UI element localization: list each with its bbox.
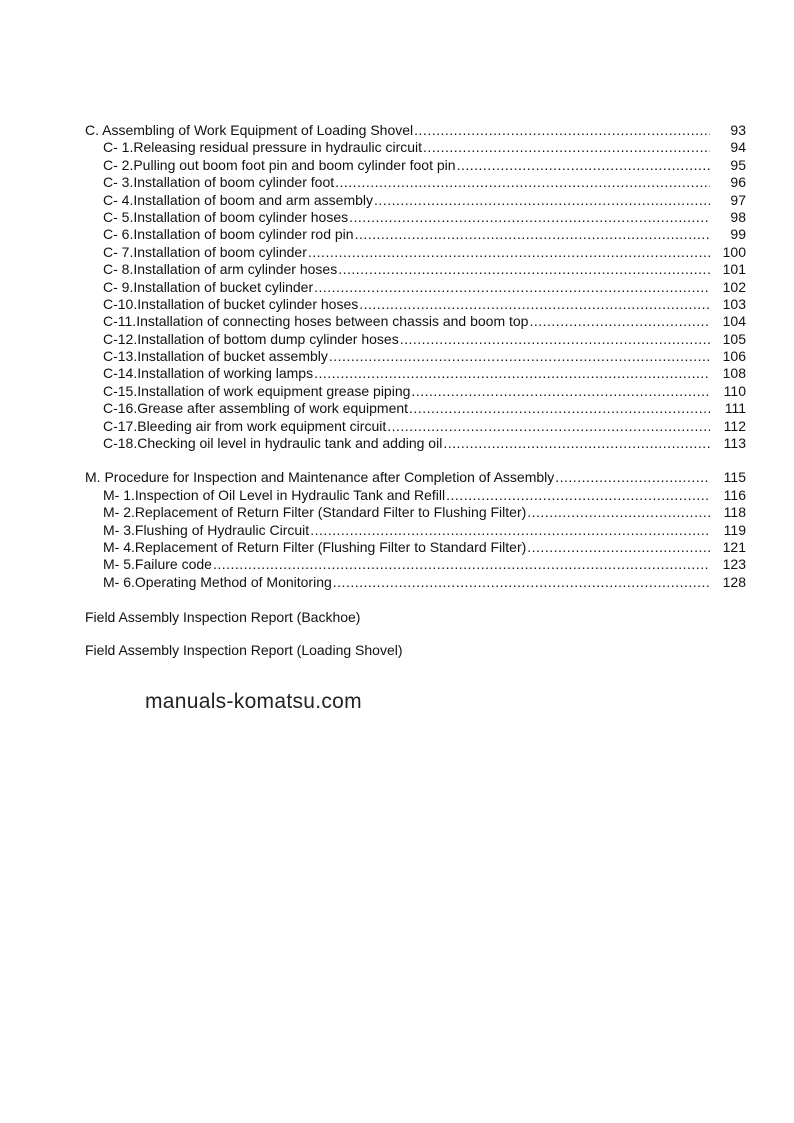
page-number: 115 [723,469,746,486]
entry-number: M- 2. [103,504,135,521]
entry-number: C- 4. [103,191,134,208]
dot-leader [527,539,710,556]
page-number: 98 [730,208,746,225]
toc-entry [85,139,746,156]
toc-entry [85,539,746,556]
entry-title: Installation of connecting hoses between chassis and boom top [136,313,529,330]
dot-leader [387,418,710,435]
entry-number: C-12. [103,330,138,347]
dot-leader [457,157,710,174]
page-number: 96 [730,174,746,191]
section-heading [85,469,746,486]
entry-number: M- 3. [103,521,135,538]
page-number: 100 [722,243,746,260]
toc-entry [85,331,746,348]
dot-leader [443,435,710,452]
dot-leader [400,331,710,348]
page-number: 104 [722,313,746,330]
entry-title: Installation of bucket cylinder [133,278,314,295]
page-number: 121 [722,538,746,555]
page-number: 118 [723,504,746,521]
entry-title: Replacement of Return Filter (Standard Filter to Flushing Filter) [134,504,527,521]
page-number: 108 [722,365,746,382]
page-number: 102 [722,278,746,295]
toc-entry [85,574,746,591]
toc-entry [85,192,746,209]
dot-leader [349,209,710,226]
page-number: 111 [724,400,746,417]
entry-number: M- 1. [103,486,135,503]
page-number: 99 [730,226,746,243]
dot-leader [338,261,710,278]
toc-entry [85,556,746,573]
table-of-contents [85,122,746,591]
page-number: 106 [722,348,746,365]
page-number: 103 [722,295,746,312]
entry-title: Checking oil level in hydraulic tank and adding oil [137,435,443,452]
toc-entry [85,522,746,539]
dot-leader [446,487,710,504]
entry-number: C-14. [103,365,138,382]
dot-leader [527,504,710,521]
entry-number: C-15. [103,382,138,399]
entry-title: Installation of arm cylinder hoses [133,261,338,278]
page-number: 112 [723,417,746,434]
section-title: C. Assembling of Work Equipment of Loading Shovel [85,122,414,138]
entry-title: Installation of bottom dump cylinder hoses [137,330,399,347]
dot-leader [359,296,710,313]
section-gap [85,452,746,469]
dot-leader [310,522,710,539]
page-number: 113 [723,435,746,452]
dot-leader [314,279,710,296]
entry-title: Installation of bucket cylinder hoses [137,295,359,312]
dot-leader [374,192,710,209]
toc-entry [85,313,746,330]
entry-title: Replacement of Return Filter (Flushing Filter to Standard Filter) [134,538,527,555]
entry-title: Failure code [134,556,212,573]
dot-leader [213,556,710,573]
report-backhoe: Field Assembly Inspection Report (Backhoe) [85,609,361,625]
toc-entry [85,365,746,382]
toc-entry [85,174,746,191]
dot-leader [329,348,710,365]
entry-number: C- 1. [103,139,134,156]
toc-entry [85,435,746,452]
entry-number: C- 2. [103,156,134,173]
entry-title: Installation of boom cylinder rod pin [133,226,354,243]
toc-entry [85,279,746,296]
entry-title: Operating Method of Monitoring [134,573,332,590]
entry-title: Installation of boom cylinder [133,243,307,260]
watermark: manuals-komatsu.com [145,690,362,713]
toc-entry [85,226,746,243]
toc-entry [85,418,746,435]
dot-leader [423,139,710,156]
entry-title: Grease after assembling of work equipment [137,400,409,417]
toc-entry [85,504,746,521]
dot-leader [411,383,710,400]
dot-leader [555,469,710,486]
toc-entry [85,261,746,278]
page-number: 93 [730,122,746,138]
entry-title: Installation of bucket assembly [137,348,328,365]
entry-number: C- 7. [103,243,134,260]
entry-number: M- 6. [103,573,135,590]
entry-title: Installation of work equipment grease piping [137,382,411,399]
page-number: 123 [722,556,746,573]
page-number: 119 [723,521,746,538]
dot-leader [529,313,710,330]
toc-entry [85,244,746,261]
entry-number: C-10. [103,295,138,312]
entry-number: C-18. [103,435,138,452]
page-number: 95 [730,156,746,173]
toc-entry [85,487,746,504]
section-heading [85,122,746,139]
entry-number: C-17. [103,417,138,434]
toc-entry [85,348,746,365]
page-number: 105 [722,330,746,347]
dot-leader [314,365,710,382]
entry-title: Inspection of Oil Level in Hydraulic Tank and Refill [134,486,446,503]
section-title: M. Procedure for Inspection and Maintenance after Completion of Assembly [85,469,555,486]
entry-number: M- 4. [103,538,135,555]
page-number: 97 [730,191,746,208]
dot-leader [409,400,710,417]
entry-title: Installation of boom and arm assembly [133,191,374,208]
entry-title: Releasing residual pressure in hydraulic circuit [133,139,423,156]
entry-title: Pulling out boom foot pin and boom cylinder foot pin [133,156,456,173]
entry-number: C- 9. [103,278,134,295]
entry-number: C-13. [103,348,138,365]
toc-entry [85,157,746,174]
toc-entry [85,383,746,400]
entry-number: C- 6. [103,226,134,243]
page-number: 110 [723,382,746,399]
entry-number: C-16. [103,400,138,417]
page-number: 116 [723,486,746,503]
dot-leader [335,174,710,191]
dot-leader [355,226,710,243]
entry-title: Installation of boom cylinder foot [133,174,335,191]
entry-number: C-11. [103,313,137,330]
entry-number: M- 5. [103,556,135,573]
entry-number: C- 5. [103,208,134,225]
entry-number: C- 3. [103,174,134,191]
toc-entry [85,400,746,417]
entry-title: Installation of boom cylinder hoses [133,208,349,225]
entry-title: Flushing of Hydraulic Circuit [134,521,310,538]
report-loading-shovel: Field Assembly Inspection Report (Loading Shovel) [85,642,403,658]
toc-entry [85,296,746,313]
page-number: 128 [722,573,746,590]
toc-entry [85,209,746,226]
entry-title: Installation of working lamps [137,365,314,382]
dot-leader [414,122,710,139]
page-number: 101 [722,261,746,278]
dot-leader [308,244,710,261]
dot-leader [333,574,710,591]
page-number: 94 [730,139,746,156]
entry-number: C- 8. [103,261,134,278]
entry-title: Bleeding air from work equipment circuit [137,417,387,434]
